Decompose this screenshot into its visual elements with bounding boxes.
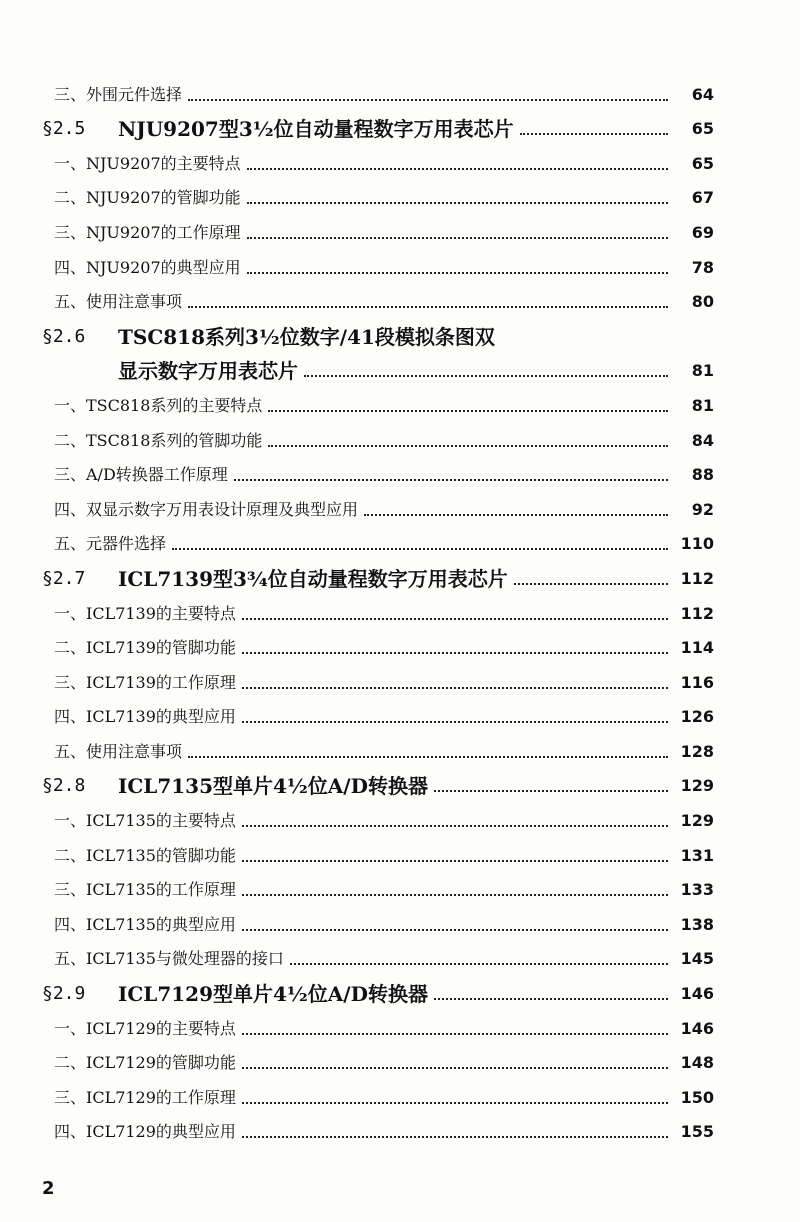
section-number: §2.8: [42, 775, 86, 797]
toc-entry-title: 二、ICL7135的管脚功能: [54, 845, 236, 865]
toc-entry-title: ICL7139型3¾位自动量程数字万用表芯片: [118, 566, 508, 591]
dot-leader: [364, 514, 668, 516]
dot-leader: [247, 168, 668, 170]
toc-subsection-row[interactable]: [42, 831, 714, 866]
toc-subsection-row[interactable]: [42, 935, 714, 970]
toc-subsection-row[interactable]: [42, 278, 714, 313]
toc-page-number: 88: [691, 465, 714, 485]
dot-leader: [242, 618, 668, 620]
dot-leader: [242, 687, 668, 689]
toc-subsection-row[interactable]: [42, 174, 714, 209]
toc-page-number: 81: [691, 395, 714, 415]
toc-subsection-row[interactable]: [42, 1108, 714, 1143]
toc-entry-title: NJU9207型3½位自动量程数字万用表芯片: [118, 117, 514, 142]
dot-leader: [188, 306, 668, 308]
section-number: §2.7: [42, 567, 86, 589]
toc-page-number: 128: [680, 741, 714, 761]
toc-entry-title: 一、ICL7129的主要特点: [54, 1018, 236, 1038]
toc-page-number: 81: [691, 361, 714, 381]
toc-page-number: 126: [680, 707, 714, 727]
toc-subsection-row[interactable]: [42, 900, 714, 935]
toc-subsection-row[interactable]: [42, 589, 714, 624]
toc-entry-title: 二、ICL7129的管脚功能: [54, 1053, 236, 1073]
toc-section-continuation-row[interactable]: [42, 347, 714, 382]
dot-leader: [247, 237, 668, 239]
dot-leader: [172, 548, 668, 550]
toc-page-number: 84: [691, 430, 714, 450]
toc-subsection-row[interactable]: [42, 727, 714, 762]
dot-leader: [242, 652, 668, 654]
dot-leader: [234, 479, 668, 481]
toc-page-number: 65: [691, 153, 714, 173]
toc-entry-title: 三、ICL7139的工作原理: [54, 672, 236, 692]
toc-subsection-row[interactable]: [42, 520, 714, 555]
dot-leader: [304, 375, 668, 377]
dot-leader: [242, 860, 668, 862]
dot-leader: [434, 998, 668, 1000]
toc-subsection-row[interactable]: [42, 693, 714, 728]
dot-leader: [242, 1033, 668, 1035]
toc-entry-title: 一、TSC818系列的主要特点: [54, 395, 263, 415]
toc-entry-title: 四、NJU9207的典型应用: [54, 257, 241, 277]
toc-subsection-row[interactable]: [42, 658, 714, 693]
toc-subsection-row[interactable]: [42, 485, 714, 520]
toc-page-number: 65: [691, 119, 714, 139]
toc-entry-title: 一、ICL7139的主要特点: [54, 603, 236, 623]
toc-subsection-row[interactable]: [42, 1039, 714, 1074]
toc-page-number: 78: [691, 257, 714, 277]
section-number: §2.6: [42, 325, 86, 347]
dot-leader: [242, 894, 668, 896]
toc-entry-title: ICL7135型单片4½位A/D转换器: [118, 774, 428, 799]
toc-entry-title: 五、使用注意事项: [54, 292, 183, 312]
toc-section-row[interactable]: [42, 969, 714, 1007]
dot-leader: [247, 272, 668, 274]
toc-page-number: 112: [680, 603, 714, 623]
page-number: 2: [42, 1178, 55, 1199]
toc-entry-title: 五、使用注意事项: [54, 741, 183, 761]
toc-page-number: 150: [680, 1087, 714, 1107]
toc-page-number: 148: [680, 1053, 714, 1073]
toc-subsection-row[interactable]: [42, 416, 714, 451]
toc-page-number: 67: [691, 188, 714, 208]
toc-subsection-row[interactable]: [42, 796, 714, 831]
dot-leader: [514, 583, 668, 585]
toc-subsection-row[interactable]: [42, 70, 714, 105]
toc-page-number: 133: [680, 880, 714, 900]
toc-page-number: 69: [691, 222, 714, 242]
toc-section-row[interactable]: [42, 554, 714, 589]
toc-page-number: 129: [680, 811, 714, 831]
toc-entry-title: ICL7129型单片4½位A/D转换器: [118, 982, 428, 1007]
dot-leader: [268, 410, 668, 412]
dot-leader: [434, 790, 668, 792]
toc-entry-title: 显示数字万用表芯片: [118, 359, 298, 384]
toc-page-number: 64: [691, 84, 714, 104]
toc-section-row[interactable]: [42, 105, 714, 140]
toc-subsection-row[interactable]: [42, 1004, 714, 1039]
dot-leader: [520, 133, 668, 135]
toc-entry-title: 三、A/D转换器工作原理: [54, 465, 228, 485]
toc-subsection-row[interactable]: [42, 139, 714, 174]
toc-page-number: 155: [680, 1122, 714, 1142]
toc-entry-title: 四、双显示数字万用表设计原理及典型应用: [54, 499, 359, 519]
dot-leader: [188, 756, 668, 758]
toc-entry-title: 三、ICL7129的工作原理: [54, 1087, 236, 1107]
toc-subsection-row[interactable]: [42, 381, 714, 416]
toc-subsection-row[interactable]: [42, 208, 714, 243]
toc-subsection-row[interactable]: [42, 243, 714, 278]
toc-entry-title: 一、NJU9207的主要特点: [54, 153, 241, 173]
toc-page-number: 146: [680, 1018, 714, 1038]
toc-page-number: 129: [680, 776, 714, 796]
toc-entry-title: 四、ICL7129的典型应用: [54, 1122, 236, 1142]
toc-section-row[interactable]: [42, 762, 714, 797]
toc-entry-title: 二、ICL7139的管脚功能: [54, 638, 236, 658]
toc-entry-title: 三、ICL7135的工作原理: [54, 880, 236, 900]
section-number: §2.9: [42, 983, 86, 1005]
toc-entry-title: 二、NJU9207的管脚功能: [54, 188, 241, 208]
toc-entry-title: TSC818系列3½位数字/41段模拟条图双: [118, 324, 495, 349]
toc-section-row[interactable]: [42, 312, 714, 347]
toc-subsection-row[interactable]: [42, 451, 714, 486]
dot-leader: [242, 825, 668, 827]
dot-leader: [242, 1136, 668, 1138]
toc-page-number: 112: [680, 568, 714, 588]
dot-leader: [188, 99, 668, 101]
toc-subsection-row[interactable]: [42, 866, 714, 901]
toc-page-number: 110: [680, 534, 714, 554]
dot-leader: [242, 1102, 668, 1104]
toc-page-number: 92: [691, 499, 714, 519]
dot-leader: [290, 963, 668, 965]
toc-page-number: 114: [680, 638, 714, 658]
toc-subsection-row[interactable]: [42, 624, 714, 659]
dot-leader: [242, 721, 668, 723]
dot-leader: [242, 1067, 668, 1069]
section-number: §2.5: [42, 118, 86, 140]
toc-entry-title: 三、NJU9207的工作原理: [54, 222, 241, 242]
toc-entry-title: 一、ICL7135的主要特点: [54, 811, 236, 831]
toc-entry-title: 五、ICL7135与微处理器的接口: [54, 949, 284, 969]
toc-page-number: 131: [680, 845, 714, 865]
dot-leader: [247, 202, 668, 204]
toc-page-number: 138: [680, 914, 714, 934]
table-of-contents: [42, 70, 714, 1142]
toc-page-number: 116: [680, 672, 714, 692]
toc-entry-title: 五、元器件选择: [54, 534, 167, 554]
toc-page-number: 146: [680, 984, 714, 1004]
dot-leader: [268, 445, 668, 447]
toc-entry-title: 四、ICL7135的典型应用: [54, 914, 236, 934]
toc-page-number: 145: [680, 949, 714, 969]
dot-leader: [242, 929, 668, 931]
toc-entry-title: 二、TSC818系列的管脚功能: [54, 430, 263, 450]
toc-entry-title: 四、ICL7139的典型应用: [54, 707, 236, 727]
toc-page-number: 80: [691, 292, 714, 312]
toc-subsection-row[interactable]: [42, 1073, 714, 1108]
toc-entry-title: 三、外围元件选择: [54, 84, 183, 104]
